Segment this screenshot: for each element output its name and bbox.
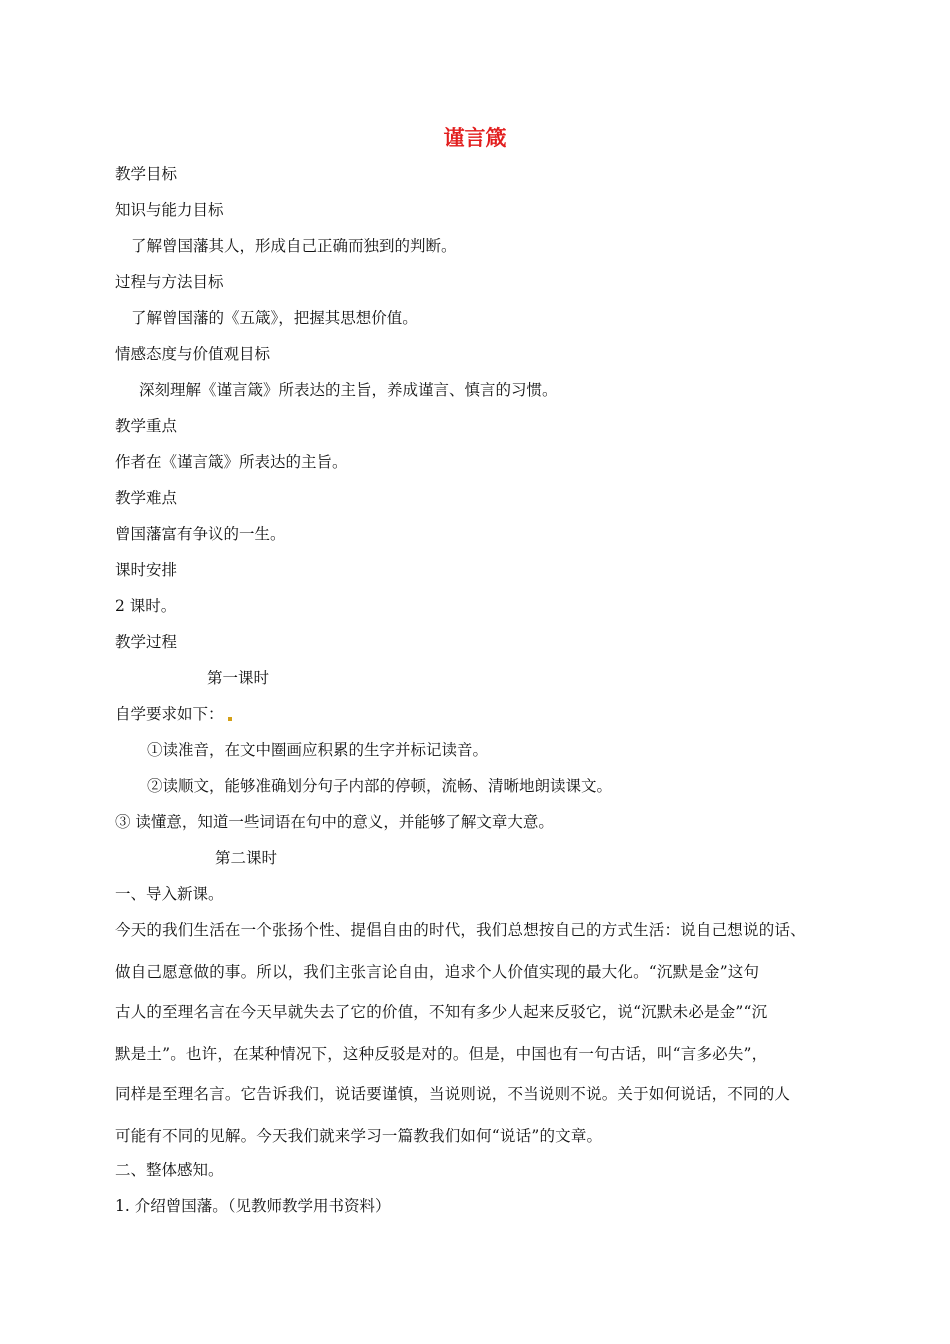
section-intro-heading: 一、导入新课。 bbox=[115, 885, 224, 903]
heading-teaching-goals: 教学目标 bbox=[115, 165, 178, 183]
heading-difficulty: 教学难点 bbox=[115, 489, 178, 507]
requirement-2: ②读顺文，能够准确划分句子内部的停顿，流畅、清晰地朗读课文。 bbox=[147, 777, 613, 795]
heading-emotion-goal: 情感态度与价值观目标 bbox=[115, 345, 271, 363]
section-overview-heading: 二、整体感知。 bbox=[115, 1161, 224, 1179]
marker-dot bbox=[228, 717, 232, 721]
heading-process-goal: 过程与方法目标 bbox=[115, 273, 224, 291]
heading-schedule: 课时安排 bbox=[115, 561, 178, 579]
schedule-text: 2 课时。 bbox=[115, 597, 177, 615]
process-goal-text: 了解曾国藩的《五箴》，把握其思想价值。 bbox=[131, 309, 418, 327]
heading-knowledge-goal: 知识与能力目标 bbox=[115, 201, 224, 219]
overview-item-1: 1. 介绍曾国藩。（见教师教学用书资料） bbox=[115, 1197, 391, 1215]
intro-paragraph-line-2: 做自己愿意做的事。所以，我们主张言论自由，追求个人价值实现的最大化。“沉默是金”这句 bbox=[115, 963, 760, 981]
difficulty-text: 曾国藩富有争议的一生。 bbox=[115, 525, 286, 543]
intro-paragraph-line-5: 同样是至理名言。它告诉我们，说话要谨慎，当说则说，不当说则不说。关于如何说话，不同的人 bbox=[115, 1085, 791, 1103]
intro-paragraph-line-4: 默是土”。也许，在某种情况下，这种反驳是对的。但是，中国也有一句古话，叫“言多必失”， bbox=[115, 1045, 768, 1063]
intro-paragraph-line-3: 古人的至理名言在今天早就失去了它的价值，不知有多少人起来反驳它，说“沉默未必是金”“沉 bbox=[115, 1003, 768, 1021]
heading-key-point: 教学重点 bbox=[115, 417, 178, 435]
lesson-one-heading: 第一课时 bbox=[207, 669, 270, 687]
lesson-two-heading: 第二课时 bbox=[215, 849, 278, 867]
document-title: 谨言箴 bbox=[443, 126, 507, 150]
intro-paragraph-line-6: 可能有不同的见解。今天我们就来学习一篇教我们如何“说话”的文章。 bbox=[115, 1127, 603, 1145]
self-study-label: 自学要求如下： bbox=[115, 705, 224, 723]
heading-process: 教学过程 bbox=[115, 633, 178, 651]
key-point-text: 作者在《谨言箴》所表达的主旨。 bbox=[115, 453, 348, 471]
requirement-3: ③ 读懂意，知道一些词语在句中的意义，并能够了解文章大意。 bbox=[115, 813, 554, 831]
intro-paragraph-line-1: 今天的我们生活在一个张扬个性、提倡自由的时代，我们总想按自己的方式生活：说自己想说的话、 bbox=[115, 921, 806, 939]
emotion-goal-text: 深刻理解《谨言箴》所表达的主旨，养成谨言、慎言的习惯。 bbox=[139, 381, 558, 399]
requirement-1: ①读准音，在文中圈画应积累的生字并标记读音。 bbox=[147, 741, 489, 759]
self-study-requirements bbox=[115, 704, 232, 724]
knowledge-goal-text: 了解曾国藩其人，形成自己正确而独到的判断。 bbox=[131, 237, 457, 255]
